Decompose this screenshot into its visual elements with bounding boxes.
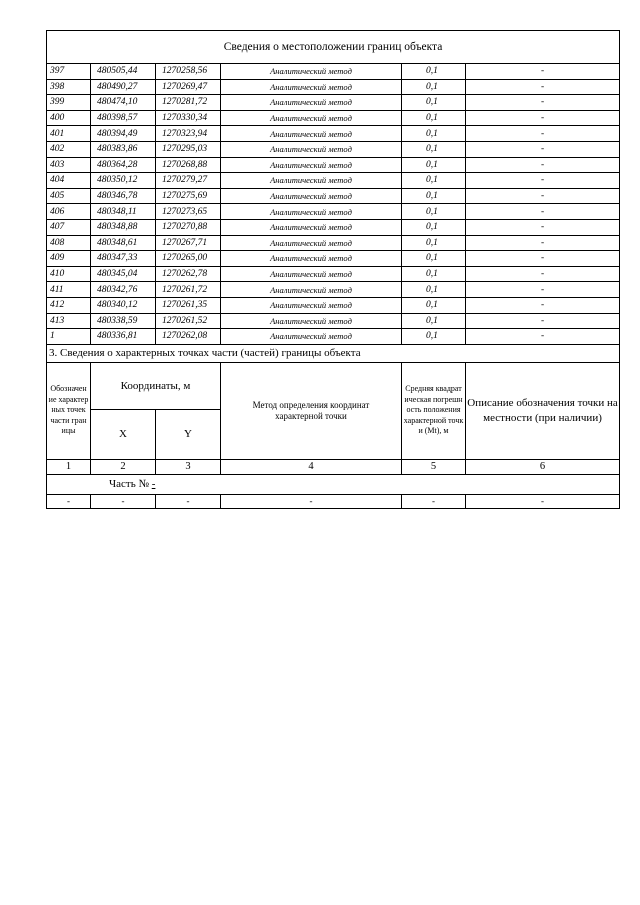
table-row [47, 297, 620, 313]
empty-cell: - [47, 494, 91, 508]
coord-y: 1270275,69 [156, 188, 221, 204]
method: Аналитический метод [221, 297, 402, 313]
coord-y: 1270261,52 [156, 313, 221, 329]
description: - [466, 251, 620, 267]
column-number: 6 [466, 459, 620, 474]
table-row [47, 204, 620, 220]
coord-y: 1270261,72 [156, 282, 221, 298]
method: Аналитический метод [221, 64, 402, 80]
precision: 0,1 [402, 251, 466, 267]
header-method [221, 362, 402, 459]
section-3-title: 3. Сведения о характерных точках части (частей) границы объекта [47, 344, 620, 362]
description: - [466, 297, 620, 313]
column-number: 4 [221, 459, 402, 474]
method: Аналитический метод [221, 204, 402, 220]
method: Аналитический метод [221, 157, 402, 173]
coord-y: 1270273,65 [156, 204, 221, 220]
description: - [466, 282, 620, 298]
point-number: 397 [47, 64, 91, 80]
precision: 0,1 [402, 79, 466, 95]
header-description: Описание обозначения точки на местности (при наличии) [466, 362, 620, 459]
method: Аналитический метод [221, 282, 402, 298]
method: Аналитический метод [221, 110, 402, 126]
precision: 0,1 [402, 141, 466, 157]
coord-x: 480383,86 [91, 141, 156, 157]
column-number: 2 [91, 459, 156, 474]
point-number: 410 [47, 266, 91, 282]
header-x: X [91, 410, 156, 460]
table-row [47, 95, 620, 111]
header-y: Y [156, 410, 221, 460]
precision: 0,1 [402, 157, 466, 173]
point-number: 400 [47, 110, 91, 126]
coord-x: 480348,11 [91, 204, 156, 220]
description: - [466, 329, 620, 345]
header-designation-text: Обозначение характерных точек части границы [48, 384, 89, 436]
coord-x: 480348,61 [91, 235, 156, 251]
coord-y: 1270295,03 [156, 141, 221, 157]
coord-y: 1270261,35 [156, 297, 221, 313]
method: Аналитический метод [221, 188, 402, 204]
description: - [466, 141, 620, 157]
precision: 0,1 [402, 110, 466, 126]
coord-x: 480342,76 [91, 282, 156, 298]
table-row [47, 173, 620, 189]
header-precision-text: Средняя квадратическая погрешность положения характерной точки (Mt), м [403, 384, 464, 436]
precision: 0,1 [402, 235, 466, 251]
table-row [47, 219, 620, 235]
part-label [47, 474, 620, 494]
empty-cell: - [402, 494, 466, 508]
description: - [466, 313, 620, 329]
point-number: 413 [47, 313, 91, 329]
description: - [466, 266, 620, 282]
point-number: 409 [47, 251, 91, 267]
coord-x: 480490,27 [91, 79, 156, 95]
coord-x: 480350,12 [91, 173, 156, 189]
coord-y: 1270262,78 [156, 266, 221, 282]
point-number: 399 [47, 95, 91, 111]
description: - [466, 173, 620, 189]
point-number: 406 [47, 204, 91, 220]
method: Аналитический метод [221, 95, 402, 111]
table-row [47, 64, 620, 80]
description: - [466, 204, 620, 220]
table-row [47, 266, 620, 282]
title-row [47, 31, 620, 64]
precision: 0,1 [402, 173, 466, 189]
empty-cell: - [466, 494, 620, 508]
coord-x: 480505,44 [91, 64, 156, 80]
points-list [47, 64, 620, 345]
empty-cell: - [156, 494, 221, 508]
coord-y: 1270268,88 [156, 157, 221, 173]
method: Аналитический метод [221, 235, 402, 251]
point-number: 403 [47, 157, 91, 173]
coord-x: 480345,04 [91, 266, 156, 282]
precision: 0,1 [402, 64, 466, 80]
method: Аналитический метод [221, 251, 402, 267]
table-row [47, 141, 620, 157]
table-row [47, 329, 620, 345]
column-number: 1 [47, 459, 91, 474]
coord-y: 1270258,56 [156, 64, 221, 80]
header-coords: Координаты, м [91, 362, 221, 409]
precision: 0,1 [402, 329, 466, 345]
method: Аналитический метод [221, 141, 402, 157]
coord-x: 480340,12 [91, 297, 156, 313]
table-row [47, 126, 620, 142]
header-method-text: Метод определения координат характерной точки [252, 399, 370, 421]
table-row [47, 282, 620, 298]
precision: 0,1 [402, 282, 466, 298]
precision: 0,1 [402, 95, 466, 111]
coord-x: 480364,28 [91, 157, 156, 173]
table-row [47, 110, 620, 126]
precision: 0,1 [402, 266, 466, 282]
description: - [466, 157, 620, 173]
coord-x: 480338,59 [91, 313, 156, 329]
method: Аналитический метод [221, 313, 402, 329]
coord-y: 1270262,08 [156, 329, 221, 345]
method: Аналитический метод [221, 266, 402, 282]
point-number: 407 [47, 219, 91, 235]
coord-y: 1270267,71 [156, 235, 221, 251]
description: - [466, 95, 620, 111]
header-designation [47, 362, 91, 459]
column-number: 5 [402, 459, 466, 474]
point-number: 401 [47, 126, 91, 142]
part-empty-row [47, 494, 620, 508]
coord-y: 1270270,88 [156, 219, 221, 235]
point-number: 412 [47, 297, 91, 313]
coord-y: 1270323,94 [156, 126, 221, 142]
coord-x: 480394,49 [91, 126, 156, 142]
table-row [47, 235, 620, 251]
point-number: 411 [47, 282, 91, 298]
part-number: - [151, 478, 156, 491]
empty-cell: - [91, 494, 156, 508]
precision: 0,1 [402, 126, 466, 142]
point-number: 402 [47, 141, 91, 157]
header-precision [402, 362, 466, 459]
header-row-1 [47, 362, 620, 409]
coord-y: 1270269,47 [156, 79, 221, 95]
coord-y: 1270330,34 [156, 110, 221, 126]
method: Аналитический метод [221, 79, 402, 95]
coord-x: 480336,81 [91, 329, 156, 345]
point-number: 405 [47, 188, 91, 204]
coord-x: 480398,57 [91, 110, 156, 126]
precision: 0,1 [402, 204, 466, 220]
table-row [47, 313, 620, 329]
empty-cell: - [221, 494, 402, 508]
description: - [466, 110, 620, 126]
method: Аналитический метод [221, 329, 402, 345]
point-number: 404 [47, 173, 91, 189]
precision: 0,1 [402, 297, 466, 313]
document-sheet [46, 30, 619, 509]
method: Аналитический метод [221, 126, 402, 142]
point-number: 1 [47, 329, 91, 345]
method: Аналитический метод [221, 219, 402, 235]
section-3-row [47, 344, 620, 362]
description: - [466, 235, 620, 251]
column-number: 3 [156, 459, 221, 474]
boundary-table [46, 30, 620, 509]
point-number: 408 [47, 235, 91, 251]
table-row [47, 79, 620, 95]
table-title: Сведения о местоположении границ объекта [47, 31, 620, 64]
precision: 0,1 [402, 188, 466, 204]
coord-x: 480474,10 [91, 95, 156, 111]
table-row [47, 157, 620, 173]
method: Аналитический метод [221, 173, 402, 189]
coord-y: 1270281,72 [156, 95, 221, 111]
coord-x: 480348,88 [91, 219, 156, 235]
precision: 0,1 [402, 313, 466, 329]
coord-x: 480346,78 [91, 188, 156, 204]
column-numbers-row [47, 459, 620, 474]
precision: 0,1 [402, 219, 466, 235]
description: - [466, 219, 620, 235]
table-row [47, 251, 620, 267]
coord-x: 480347,33 [91, 251, 156, 267]
description: - [466, 79, 620, 95]
point-number: 398 [47, 79, 91, 95]
coord-y: 1270265,00 [156, 251, 221, 267]
part-row [47, 474, 620, 494]
description: - [466, 126, 620, 142]
table-row [47, 188, 620, 204]
part-label-text: Часть № [109, 478, 149, 491]
coord-y: 1270279,27 [156, 173, 221, 189]
description: - [466, 188, 620, 204]
description: - [466, 64, 620, 80]
